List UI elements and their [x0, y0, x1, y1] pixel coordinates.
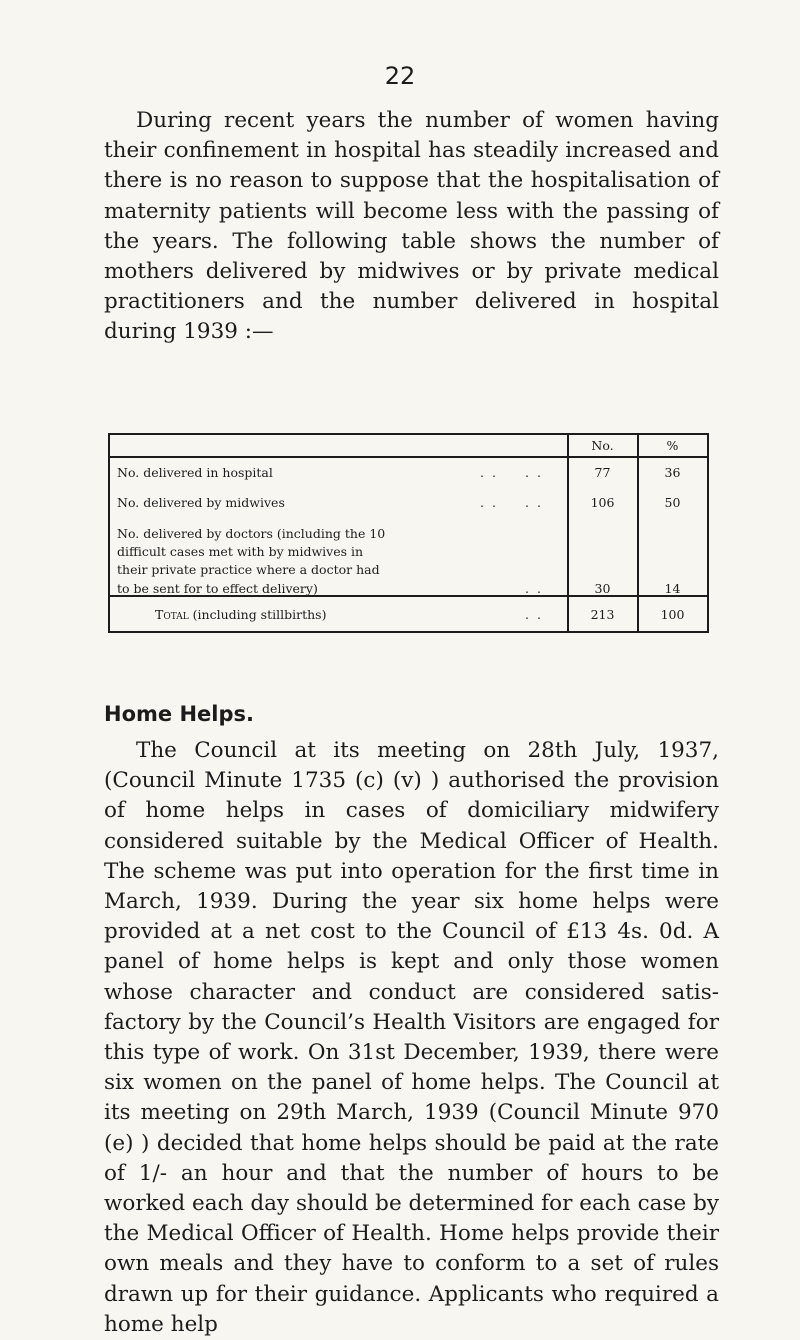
leader-dots: . .	[480, 495, 498, 510]
total-label-rest: (including stillbirths)	[188, 607, 327, 622]
leader-dots: . .	[525, 495, 543, 510]
page-number: 22	[384, 62, 416, 90]
table-right-border	[707, 433, 709, 633]
row-percent-doctors: 14	[664, 581, 681, 596]
row-label-doctors-line: their private practice where a doctor had	[117, 562, 380, 577]
column-divider-no	[567, 433, 569, 633]
row-label-midwives: No. delivered by midwives	[117, 495, 285, 510]
row-no-doctors: 30	[594, 581, 611, 596]
row-label-doctors-line: difficult cases met with by midwives in	[117, 544, 364, 559]
table-top-rule	[108, 433, 709, 435]
table-bottom-rule	[108, 631, 709, 633]
header-no: No.	[591, 438, 614, 453]
header-bottom-rule	[108, 456, 709, 458]
section-heading: Home Helps.	[104, 702, 254, 726]
total-label-caps: Total	[155, 607, 189, 622]
table-left-border	[108, 433, 110, 633]
column-divider-percent	[637, 433, 639, 633]
leader-dots: . .	[525, 581, 543, 596]
home-helps-paragraph: The Council at its meeting on 28th July, 1937, (Council Minute 1735 (c) (v) ) authorised the provision of home helps in cases of domiciliary midwifery considered suitable by the Medical Officer of Health. The scheme was put into operation for the first time in March, 1939. During the year six home helps were provided at a net cost to the Council of £13 4s. 0d. A panel of home helps is kept and only those women whose character and conduct are considered satis- factory by the Council’s Health Visitors are engaged for this type of work. On 31st December, 1939, there were six women on the panel of home helps. The Council at its meeting on 29th March, 1939 (Council Minute 970 (e) ) decided that home helps should be paid at the rate of 1/- an hour and that the number of hours to be worked each day should be determined for each case by the Medical Officer of Health. Home helps provide their own meals and they have to conform to a set of rules drawn up for their guidance. Applicants who required a home help	[104, 738, 719, 1337]
leader-dots: . .	[525, 465, 543, 480]
total-percent: 100	[660, 607, 685, 622]
row-no-hospital: 77	[594, 465, 611, 480]
row-no-midwives: 106	[590, 495, 615, 510]
header-percent: %	[666, 438, 679, 453]
row-percent-midwives: 50	[664, 495, 681, 510]
row-percent-hospital: 36	[664, 465, 681, 480]
row-label-hospital: No. delivered in hospital	[117, 465, 273, 480]
total-no: 213	[590, 607, 615, 622]
leader-dots: . .	[525, 607, 543, 622]
row-label-doctors-line: No. delivered by doctors (including the 10	[117, 526, 386, 541]
total-label	[155, 606, 326, 624]
row-label-doctors-line: to be sent for to effect delivery)	[117, 581, 318, 596]
leader-dots: . .	[480, 465, 498, 480]
deliveries-table	[108, 433, 709, 633]
intro-paragraph: During recent years the number of women having their confinement in hospital has steadily increased and there is no reason to suppose that the hospitalisation of maternity patients will become less with the passing of the years. The following table shows the number of mothers delivered by midwives or by private medical practitioners and the number delivered in hospital during 1939 :—	[104, 108, 719, 345]
